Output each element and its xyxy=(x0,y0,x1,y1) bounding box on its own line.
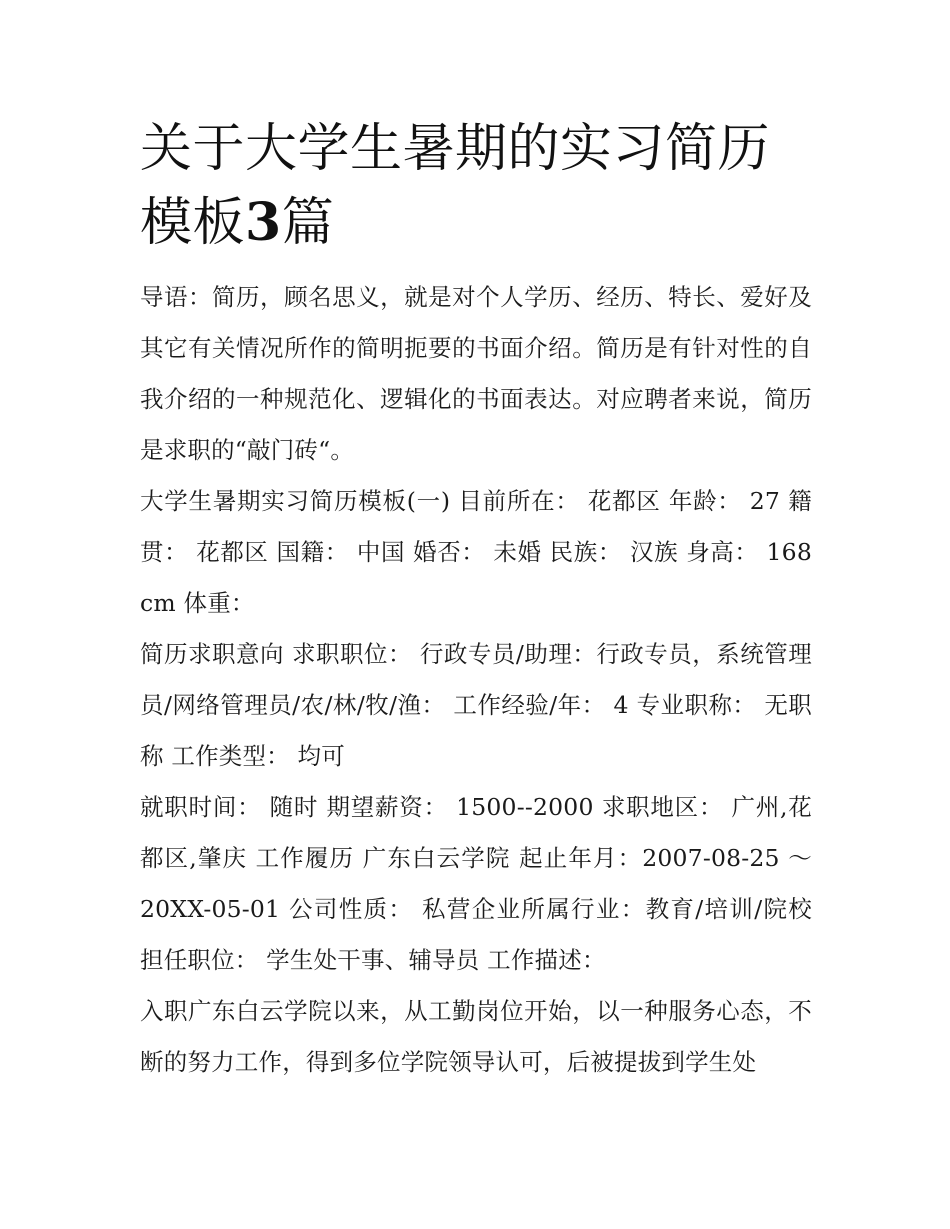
document-title xyxy=(140,112,812,260)
personal-info-paragraph: 大学生暑期实习简历模板(一) 目前所在： 花都区 年龄： 27 籍贯： 花都区 国籍： 中国 婚否： 未婚 民族： 汉族 身高： 168 cm 体重： xyxy=(140,487,812,617)
document-content xyxy=(140,112,812,1088)
work-description-paragraph: 入职广东白云学院以来，从工勤岗位开始，以一种服务心态，不断的努力工作，得到多位学院领导认可，后被提拔到学生处 xyxy=(140,997,812,1076)
title-suffix: 篇 xyxy=(281,193,335,253)
title-main: 关于大学生暑期的实习简历模板 xyxy=(140,119,771,253)
intro-paragraph: 导语：简历，顾名思义，就是对个人学历、经历、特长、爱好及其它有关情况所作的简明扼要的书面介绍。简历是有针对性的自我介绍的一种规范化、逻辑化的书面表达。对应聘者来说，简历是求职的“敲门砖“。 xyxy=(140,283,812,464)
work-history-paragraph: 就职时间： 随时 期望薪资： 1500--2000 求职地区： 广州,花都区,肇庆 工作履历 广东白云学院 起止年月：2007-08-25 ～ 20XX-05-01 公司性质： 私营企业所属行业：教育/培训/院校 担任职位： 学生处干事、辅导员 工作描述： xyxy=(140,793,812,974)
title-number: 3 xyxy=(245,192,282,253)
job-intention-paragraph: 简历求职意向 求职职位： 行政专员/助理：行政专员，系统管理员/网络管理员/农/林/牧/渔： 工作经验/年： 4 专业职称： 无职称 工作类型： 均可 xyxy=(140,640,812,770)
